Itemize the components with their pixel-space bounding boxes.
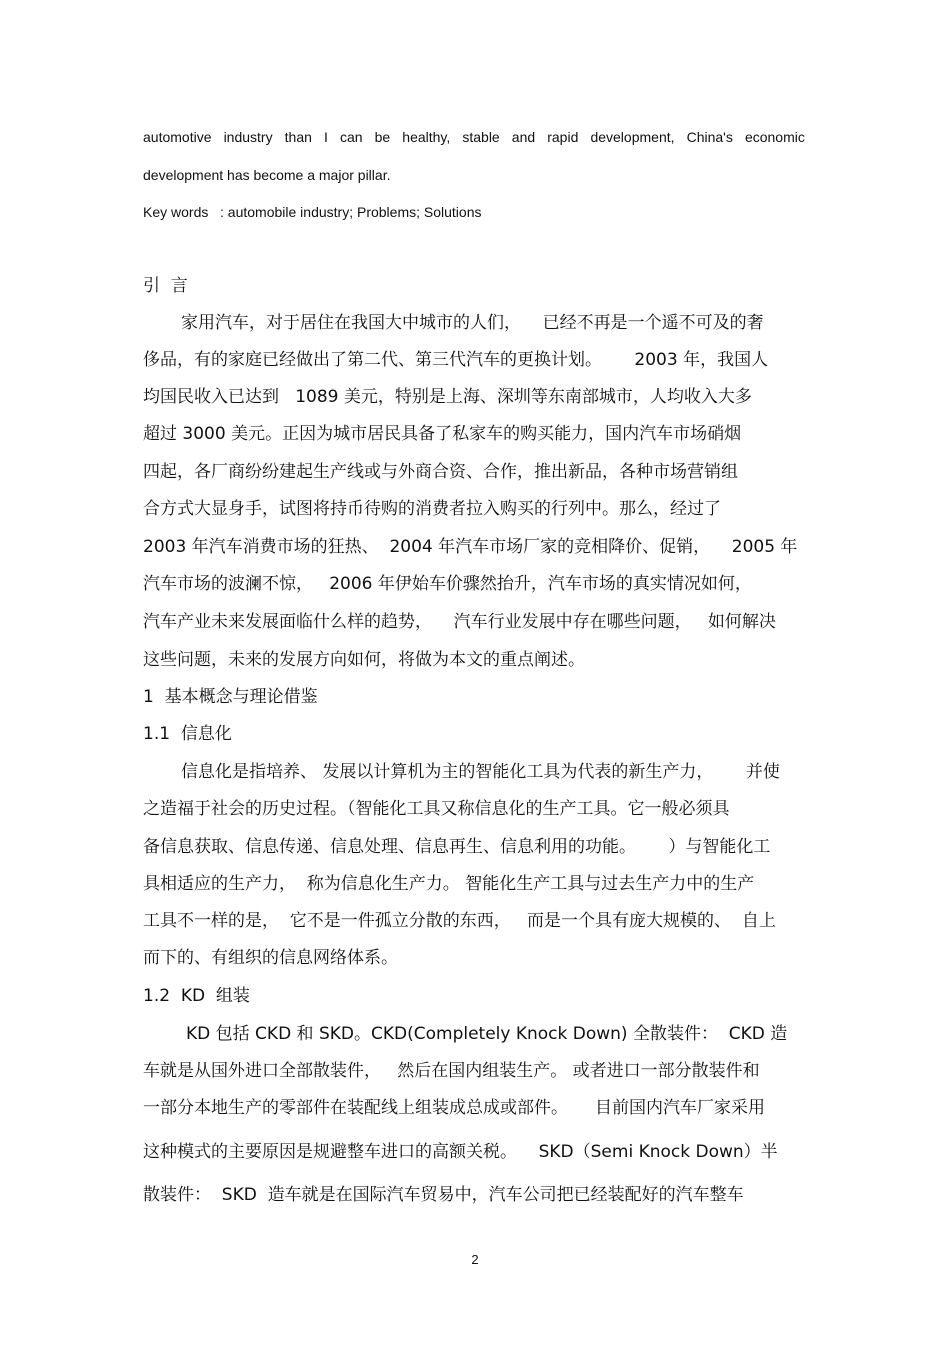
paragraph-line: 而下的、有组织的信息网络体系。 bbox=[143, 948, 398, 968]
abstract-word: healthy, bbox=[402, 129, 451, 145]
abstract-word: economic bbox=[744, 129, 805, 145]
paragraph-line: 一部分本地生产的零部件在装配线上组装成总成或部件。 目前国内汽车厂家采用 bbox=[143, 1098, 766, 1118]
paragraph-line: 之造福于社会的历史过程。（智能化工具又称信息化的生产工具。它一般必须具 bbox=[143, 799, 730, 819]
paragraph-line: 工具不一样的是， 它不是一件孤立分散的东西， 而是一个具有庞大规模的、 自上 bbox=[143, 911, 776, 931]
paragraph-line: 合方式大显身手，试图将持币待购的消费者拉入购买的行列中。那么，经过了 bbox=[143, 499, 721, 519]
keywords: Key words : automobile industry; Problems; Solutions bbox=[143, 204, 482, 220]
abstract-word: development, bbox=[590, 129, 675, 145]
paragraph-line: 散装件： SKD 造车就是在国际汽车贸易中，汽车公司把已经装配好的汽车整车 bbox=[143, 1185, 744, 1205]
abstract-line-1 bbox=[143, 125, 805, 149]
paragraph-line: 四起，各厂商纷纷建起生产线或与外商合资、合作，推出新品，各种市场营销组 bbox=[143, 462, 738, 482]
section-heading: 1 基本概念与理论借鉴 bbox=[143, 687, 318, 707]
abstract-word: and bbox=[511, 129, 536, 145]
abstract-word: stable bbox=[462, 129, 500, 145]
abstract-word: be bbox=[374, 129, 391, 145]
paragraph-line: 这种模式的主要原因是规避整车进口的高额关税。 SKD（Semi Knock Down）半 bbox=[143, 1142, 778, 1162]
subsection-heading: 1.1 信息化 bbox=[143, 724, 232, 744]
abstract-word: automotive bbox=[143, 129, 212, 145]
page-number: 2 bbox=[471, 1252, 479, 1267]
intro-heading: 引 言 bbox=[143, 276, 188, 296]
paragraph-line: 侈品，有的家庭已经做出了第二代、第三代汽车的更换计划。 2003 年，我国人 bbox=[143, 350, 769, 370]
abstract-word: can bbox=[339, 129, 363, 145]
abstract-line-2: development has become a major pillar. bbox=[143, 167, 391, 183]
paragraph-line: 2003 年汽车消费市场的狂热、 2004 年汽车市场厂家的竞相降价、促销， 2005 年 bbox=[143, 537, 798, 557]
abstract-word: China's bbox=[686, 129, 733, 145]
paragraph-line: 汽车市场的波澜不惊， 2006 年伊始车价骤然抬升，汽车市场的真实情况如何， bbox=[143, 574, 752, 594]
paragraph-line: 信息化是指培养、 发展以计算机为主的智能化工具为代表的新生产力， 并使 bbox=[181, 762, 780, 782]
subsection-heading: 1.2 KD 组装 bbox=[143, 986, 250, 1006]
paragraph-line: 汽车产业未来发展面临什么样的趋势， 汽车行业发展中存在哪些问题， 如何解决 bbox=[143, 612, 776, 632]
abstract-word: rapid bbox=[547, 129, 579, 145]
abstract-word: industry bbox=[223, 129, 273, 145]
paragraph-line: 家用汽车，对于居住在我国大中城市的人们， 已经不再是一个遥不可及的奢 bbox=[181, 313, 764, 333]
abstract-word: I bbox=[324, 129, 328, 145]
paragraph-line: 超过 3000 美元。正因为城市居民具备了私家车的购买能力，国内汽车市场硝烟 bbox=[143, 424, 742, 444]
paragraph-line: 具相适应的生产力， 称为信息化生产力。 智能化生产工具与过去生产力中的生产 bbox=[143, 874, 755, 894]
paragraph-line: 车就是从国外进口全部散装件， 然后在国内组装生产。 或者进口一部分散装件和 bbox=[143, 1061, 760, 1081]
paragraph-line: 备信息获取、信息传递、信息处理、信息再生、信息利用的功能。 ）与智能化工 bbox=[143, 837, 771, 857]
abstract-word: than bbox=[284, 129, 312, 145]
paragraph-line: KD 包括 CKD 和 SKD。CKD(Completely Knock Down) 全散装件： CKD 造 bbox=[186, 1024, 788, 1044]
paragraph-line: 均国民收入已达到 1089 美元，特别是上海、深圳等东南部城市，人均收入大多 bbox=[143, 387, 752, 407]
paragraph-line: 这些问题，未来的发展方向如何，将做为本文的重点阐述。 bbox=[143, 650, 585, 670]
